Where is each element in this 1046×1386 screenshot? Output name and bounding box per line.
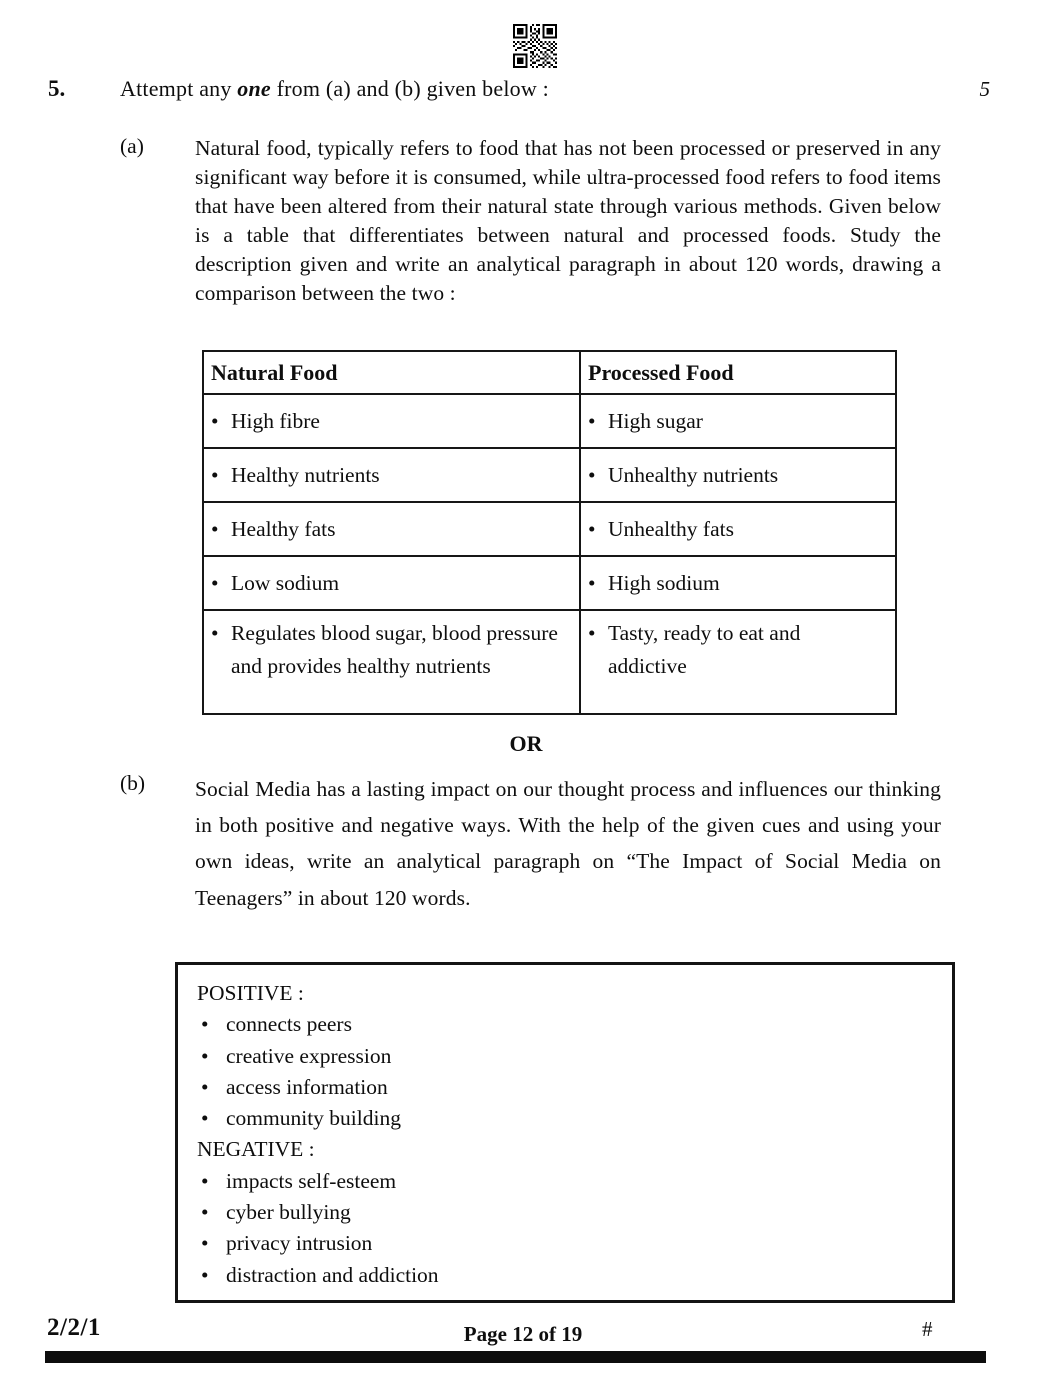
table-row [203,448,896,502]
table-cell: Unhealthy nutrients [608,463,779,487]
cue-item [197,1009,934,1040]
cue-item [197,1260,934,1291]
bullet-icon: • [211,621,219,645]
bullet-icon: • [201,1012,209,1037]
cue-item-text: community building [226,1106,401,1131]
bullet-icon: • [201,1168,209,1193]
table-header-row [203,351,896,394]
bullet-icon: • [588,621,596,645]
cue-item [197,1166,934,1197]
section-a-paragraph: Natural food, typically refers to food that has not been processed or preserved in any significant way before it is consumed, while ultra-processed food refers to food items that have been altered from their natural state through various methods. Given below is a table that differentiates between natural and processed foods. Study the description given and write an analytical paragraph in about 120 words, drawing a comparison between the two : [195,136,941,305]
positive-heading [197,978,934,1009]
table-row [203,610,896,714]
section-b [120,771,941,916]
section-a-label: (a) [120,134,144,158]
bullet-icon: • [201,1106,209,1131]
cue-item [197,1103,934,1134]
bullet-icon: • [201,1074,209,1099]
table-cell: Low sodium [231,571,340,595]
negative-heading [197,1134,934,1165]
table-header-processed-food: Processed Food [580,351,896,394]
qr-code-icon [513,24,557,68]
cue-item-text: creative expression [226,1043,392,1068]
bullet-icon: • [201,1200,209,1225]
table-cell: Unhealthy fats [608,517,734,541]
bullet-icon: • [201,1231,209,1256]
cue-item [197,1072,934,1103]
bullet-icon: • [211,463,219,487]
table-cell: High sodium [608,571,720,595]
question-text-prefix: Attempt any [120,76,238,101]
cues-box [175,962,955,1303]
cue-item-text: privacy intrusion [226,1231,373,1256]
table-cell: Regulates blood sugar, blood pressure and provides healthy nutrients [231,621,558,678]
table-header-natural-food: Natural Food [203,351,580,394]
marks-value: 5 [979,77,990,101]
table-cell: Healthy nutrients [231,463,380,487]
cue-item [197,1228,934,1259]
section-b-paragraph: Social Media has a lasting impact on our thought process and influences our thinking in both positive and negative ways. With the help of the given cues and using your own ideas, write an analytical paragraph on “The Impact of Social Media on Teenagers” in about 120 words. [195,777,941,910]
comparison-table [202,350,897,715]
section-a [120,134,941,308]
section-b-label: (b) [120,771,146,795]
table-row [203,556,896,610]
table-row [203,394,896,448]
footer-divider-bar [45,1351,986,1363]
cue-item-text: cyber bullying [226,1200,351,1225]
cue-item-text: connects peers [226,1012,352,1037]
bullet-icon: • [211,409,219,433]
bullet-icon: • [201,1262,209,1287]
table-cell: High sugar [608,409,703,433]
table-cell: Healthy fats [231,517,336,541]
hash-mark: # [922,1317,933,1341]
cue-item [197,1041,934,1072]
bullet-icon: • [588,463,596,487]
cue-item-text: impacts self-esteem [226,1168,397,1193]
page-number-label: Page 12 of 19 [463,1322,583,1346]
positive-heading-text: POSITIVE : [197,981,304,1005]
bullet-icon: • [201,1043,209,1068]
bullet-icon: • [588,409,596,433]
question-text-emphasis: one [237,76,271,101]
question-number: 5. [48,76,66,101]
table-row [203,502,896,556]
cue-item-text: access information [226,1074,388,1099]
bullet-icon: • [588,517,596,541]
or-separator: OR [509,731,543,756]
negative-heading-text: NEGATIVE : [197,1137,315,1162]
paper-code: 2/2/1 [47,1314,101,1341]
question-text-suffix: from (a) and (b) given below : [270,76,549,101]
bullet-icon: • [211,571,219,595]
cue-item-text: distraction and addiction [226,1262,439,1287]
table-cell: Tasty, ready to eat and addictive [608,621,801,678]
question-text [120,76,980,102]
question-row [48,76,998,102]
bullet-icon: • [588,571,596,595]
table-cell: High fibre [231,409,320,433]
cue-item [197,1197,934,1228]
bullet-icon: • [211,517,219,541]
